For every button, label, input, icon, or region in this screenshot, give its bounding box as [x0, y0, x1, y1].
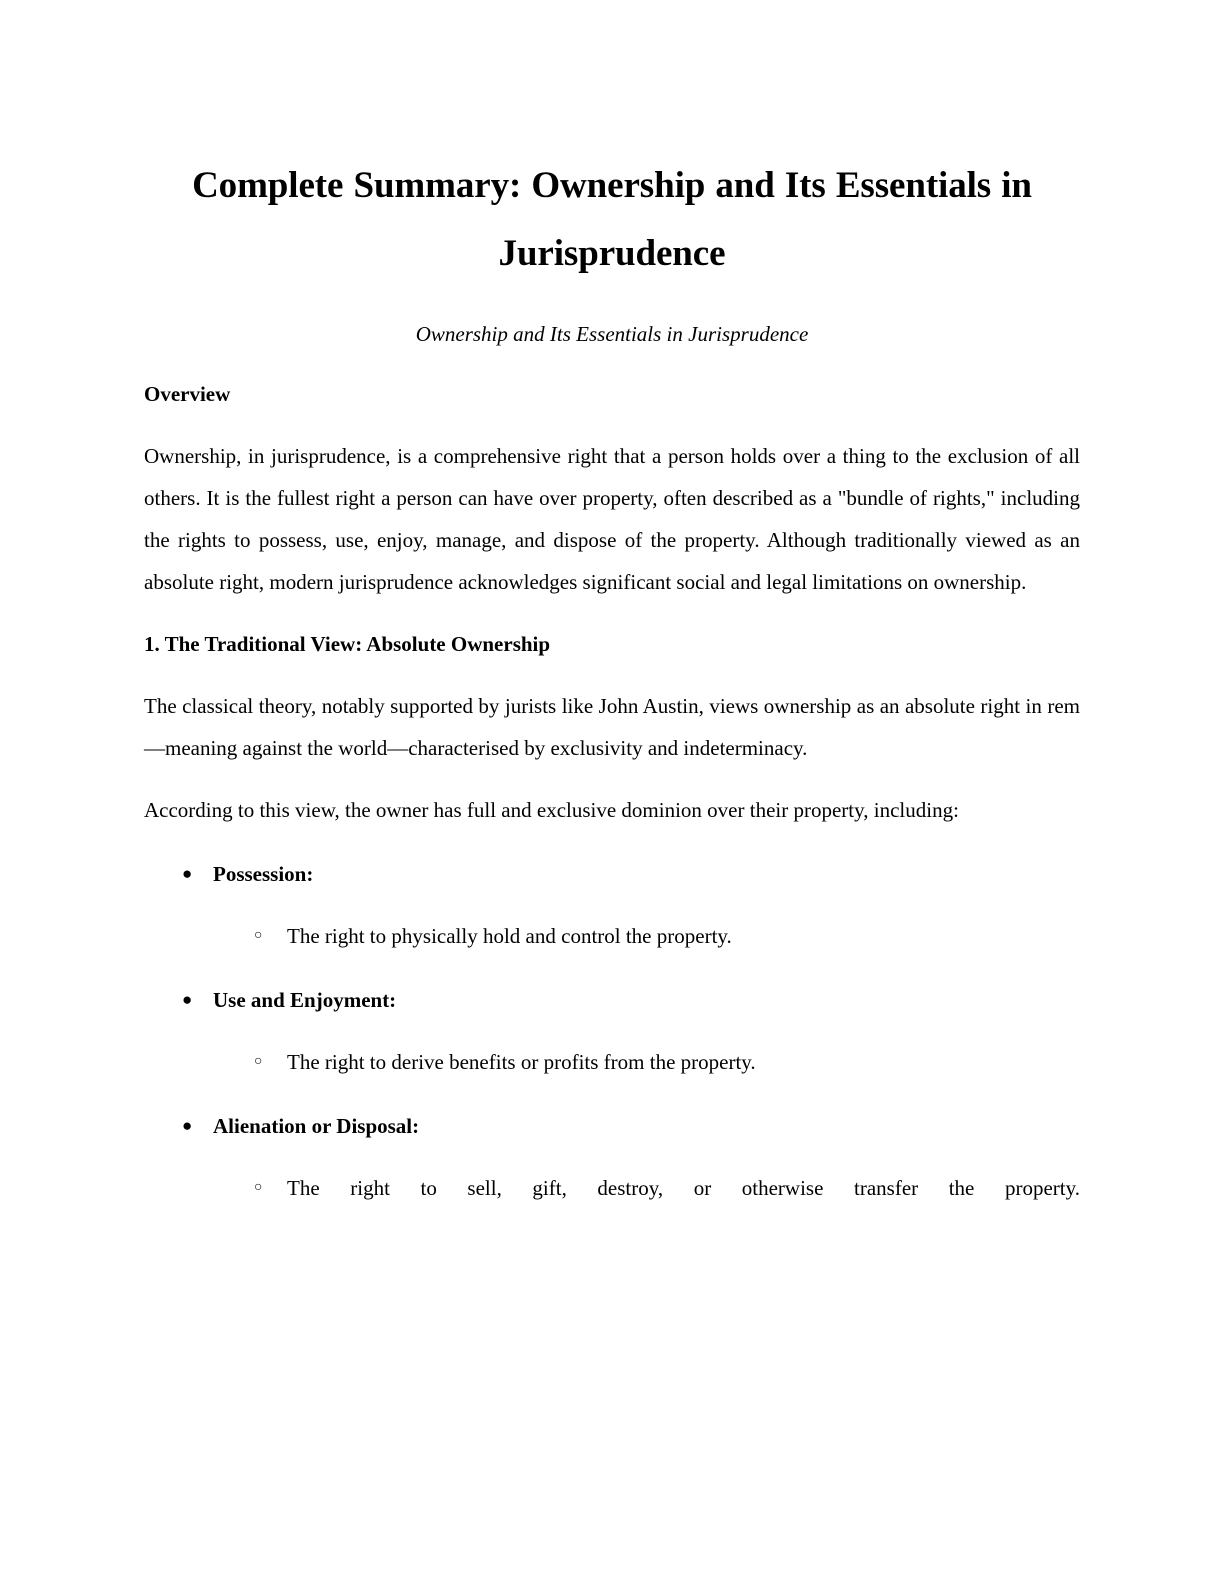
list-item: [144, 957, 1080, 1021]
sub-list-item-text: The right to physically hold and control the property.: [287, 923, 732, 948]
circle-bullet-icon: ○: [254, 1179, 263, 1195]
circle-bullet-icon: ○: [254, 1053, 263, 1069]
paragraph-classical-theory: The classical theory, notably supported by jurists like John Austin, views ownership as an absolute right in rem—meaning against the world—characterised by exclusivity and indeterminacy.: [144, 693, 1080, 760]
disc-bullet-icon: ●: [182, 1115, 193, 1135]
heading-traditional-view: 1. The Traditional View: Absolute Ownership: [144, 631, 551, 656]
list-item: [144, 831, 1080, 895]
document-subtitle: Ownership and Its Essentials in Jurisprudence: [415, 321, 809, 346]
sub-list-item-text: The right to derive benefits or profits from the property.: [287, 1049, 756, 1074]
sub-list-item: [144, 1021, 1080, 1083]
disc-bullet-icon: ●: [182, 989, 193, 1009]
list-item-label: Use and Enjoyment:: [213, 987, 397, 1012]
page-content: [144, 0, 1080, 1251]
sub-list-item: [144, 1147, 1080, 1251]
list-item-label: Alienation or Disposal:: [213, 1113, 420, 1138]
paragraph-overview: Ownership, in jurisprudence, is a comprehensive right that a person holds over a thing to the exclusion of all others. It is the fullest right a person can have over property, often described as a "bundle of rights," including the rights to possess, use, enjoy, manage, and dispose of the property. Although traditionally viewed as an absolute right, modern jurisprudence acknowledges significant social and legal limitations on ownership.: [144, 443, 1080, 594]
sub-list-item-text: The right to sell, gift, destroy, or otherwise transfer the property.: [287, 1175, 1080, 1200]
heading-overview: Overview: [144, 381, 231, 406]
list-item: [144, 1083, 1080, 1147]
circle-bullet-icon: ○: [254, 927, 263, 943]
paragraph-according-to-this-view: According to this view, the owner has full and exclusive dominion over their property, including:: [144, 797, 959, 822]
page-title: Complete Summary: Ownership and Its Essentials in Jurisprudence: [192, 165, 1032, 275]
list-item-label: Possession:: [213, 861, 314, 886]
disc-bullet-icon: ●: [182, 863, 193, 883]
sub-list-item: [144, 895, 1080, 957]
